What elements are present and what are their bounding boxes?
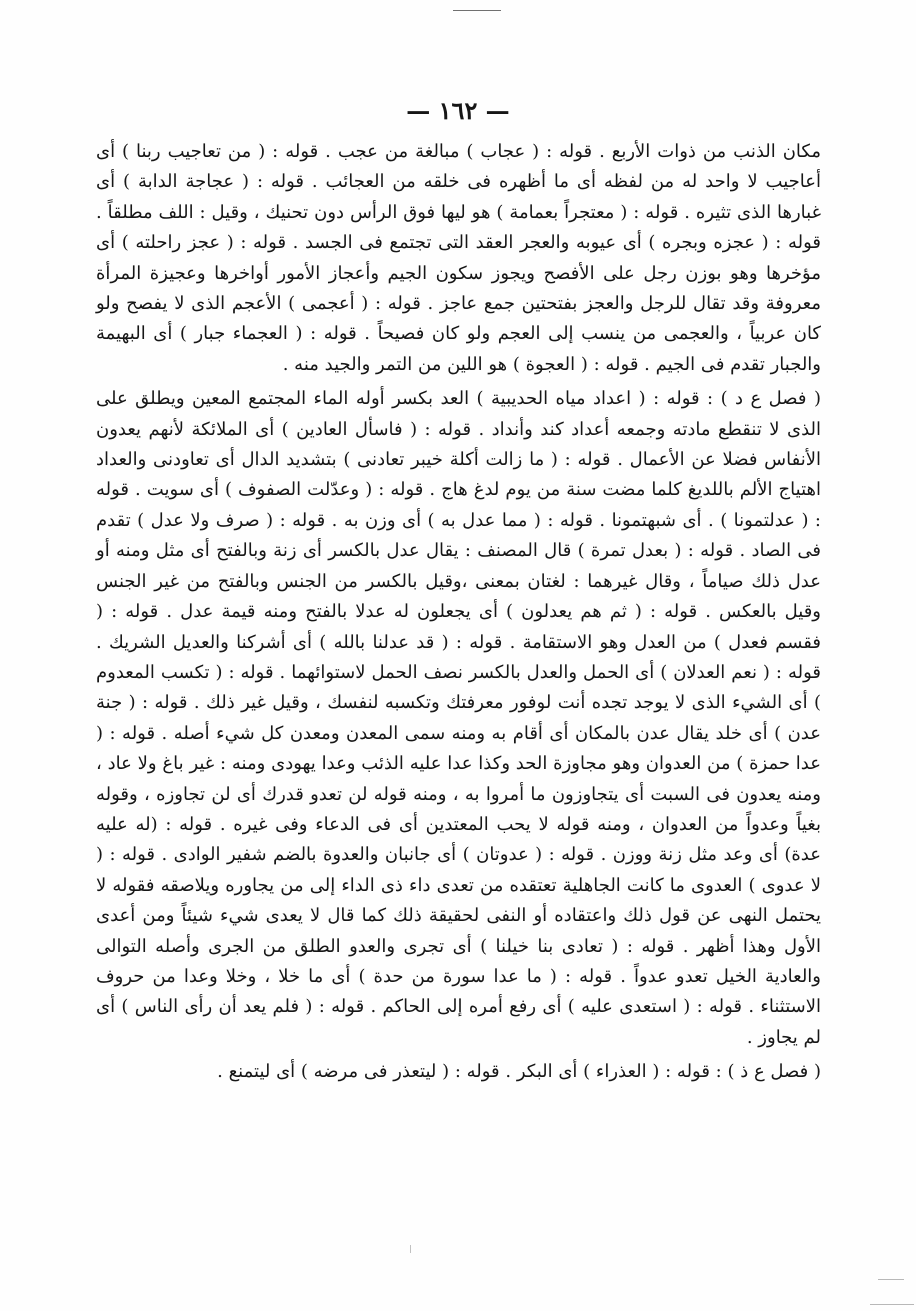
edge-mark	[870, 1304, 914, 1305]
paragraph-ayn-jim: مكان الذنب من ذوات الأربع . قوله : ( عجاب ) مبالغة من عجب . قوله : ( من تعاجيب ربنا ) أى أعاجيب لا واحد له من لفظه أى ما أظهره فى خلقه من العجائب . قوله : ( عجاجة الدابة ) أى غبارها الذى تثيره . قوله : ( معتجراً بعمامة ) هو ليها فوق الرأس دون تحنيك ، وقيل : اللف مطلقاً . قوله : ( عجزه وبجره ) أى عيوبه والعجر العقد التى تجتمع فى الجسد . قوله : ( عجز راحلته ) أى مؤخرها وهو بوزن رجل على الأفصح ويجوز سكون الجيم وأعجاز الأمور أواخرها وعجيزة المرأة معروفة وقد تقال للرجل والعجز بفتحتين جمع عاجز . قوله : ( أعجمى ) الأعجم الذى لا يفصح ولو كان عربياً ، والعجمى من ينسب إلى العجم ولو كان فصيحاً . قوله : ( العجماء جبار ) أى البهيمة والجبار تقدم فى الجيم . قوله : ( العجوة ) هو اللين من التمر والجيد منه .	[96, 141, 821, 375]
page-body	[96, 137, 821, 1088]
scan-mark	[410, 1245, 411, 1253]
top-rule	[453, 10, 501, 11]
paragraph-ayn-dal: ( فصل ع د ) : قوله : ( اعداد مياه الحديبية ) العد بكسر أوله الماء المجتمع المعين ويطلق على الذى لا تنقطع مادته وجمعه أعداد كند وأنداد . قوله : ( فاسأل العادين ) أى الملائكة لأنهم يعدون الأنفاس فضلا عن الأعمال . قوله : ( ما زالت أكلة خيبر تعادنى ) بتشديد الدال أى تعاودنى والعداد اهتياج الألم باللديغ كلما مضت سنة من يوم لدغ هاج . قوله : ( وعدّلت الصفوف ) أى سويت . قوله : ( عدلتمونا ) . أى شبهتمونا . قوله : ( مما عدل به ) أى وزن به . قوله : ( صرف ولا عدل ) تقدم فى الصاد . قوله : ( بعدل تمرة ) قال المصنف : يقال عدل بالكسر أى زنة وبالفتح أى مثل ومنه أو عدل ذلك صياماً ، وقال غيرهما : لغتان بمعنى ،وقيل بالكسر من الجنس وبالفتح من غير الجنس وقيل بالعكس . قوله : ( ثم هم يعدلون ) أى يجعلون له عدلا بالفتح ومنه قيمة عدل . قوله : ( فقسم فعدل ) من العدل وهو الاستقامة . قوله : ( قد عدلنا بالله ) أى أشركنا والعديل الشريك . قوله : ( نعم العدلان ) أى الحمل والعدل بالكسر نصف الحمل لاستوائهما . قوله : ( تكسب المعدوم ) أى الشيء الذى لا يوجد تجده أنت لوفور معرفتك وتكسبه لنفسك ، وقيل غير ذلك . قوله : ( جنة عدن ) أى خلد يقال عدن بالمكان أى أقام به ومنه سمى المعدن ومعدن كل شيء أصله . قوله : ( عدا حمزة ) من العدوان وهو مجاوزة الحد وكذا عدا عليه الذئب وعدا يهودى ومنه : غير باغ ولا عاد ، ومنه يعدون فى السبت أى يتجاوزون ما أمروا به ، ومنه قوله لن تعدو قدرك أى لن تجاوزه ، وقوله بغياً وعدواً من العدوان ، ومنه قوله لا يحب المعتدين أى فى الدعاء وفى غيره . قوله : (له عليه عدة) أى وعد مثل زنة ووزن . قوله : ( عدوتان ) أى جانبان والعدوة بالضم شفير الوادى . قوله : ( لا عدوى ) العدوى ما كانت الجاهلية تعتقده من تعدى داء ذى الداء إلى من يجاوره ويلاصقه فقوله لا يحتمل النهى عن قول ذلك واعتقاده أو النفى لحقيقة ذلك كما قال لا يعدى شيء شيئاً ومن أعدى الأول وهذا أظهر . قوله : ( تعادى بنا خيلنا ) أى تجرى والعدو الطلق من الجرى وأصله التوالى والعادية الخيل تعدو عدواً . قوله : ( ما عدا سورة من حدة ) أى ما خلا ، وخلا وعدا من حروف الاستثناء . قوله : ( استعدى عليه ) أى رفع أمره إلى الحاكم . قوله : ( فلم يعد أن رأى الناس ) أى لم يجاوز .	[96, 388, 821, 1048]
edge-mark	[878, 1279, 904, 1280]
page-number: — ١٦٢ —	[406, 96, 510, 125]
paragraph-ayn-dhal: ( فصل ع ذ ) : قوله : ( العذراء ) أى البكر . قوله : ( ليتعذر فى مرضه ) أى ليتمنع .	[217, 1061, 821, 1083]
